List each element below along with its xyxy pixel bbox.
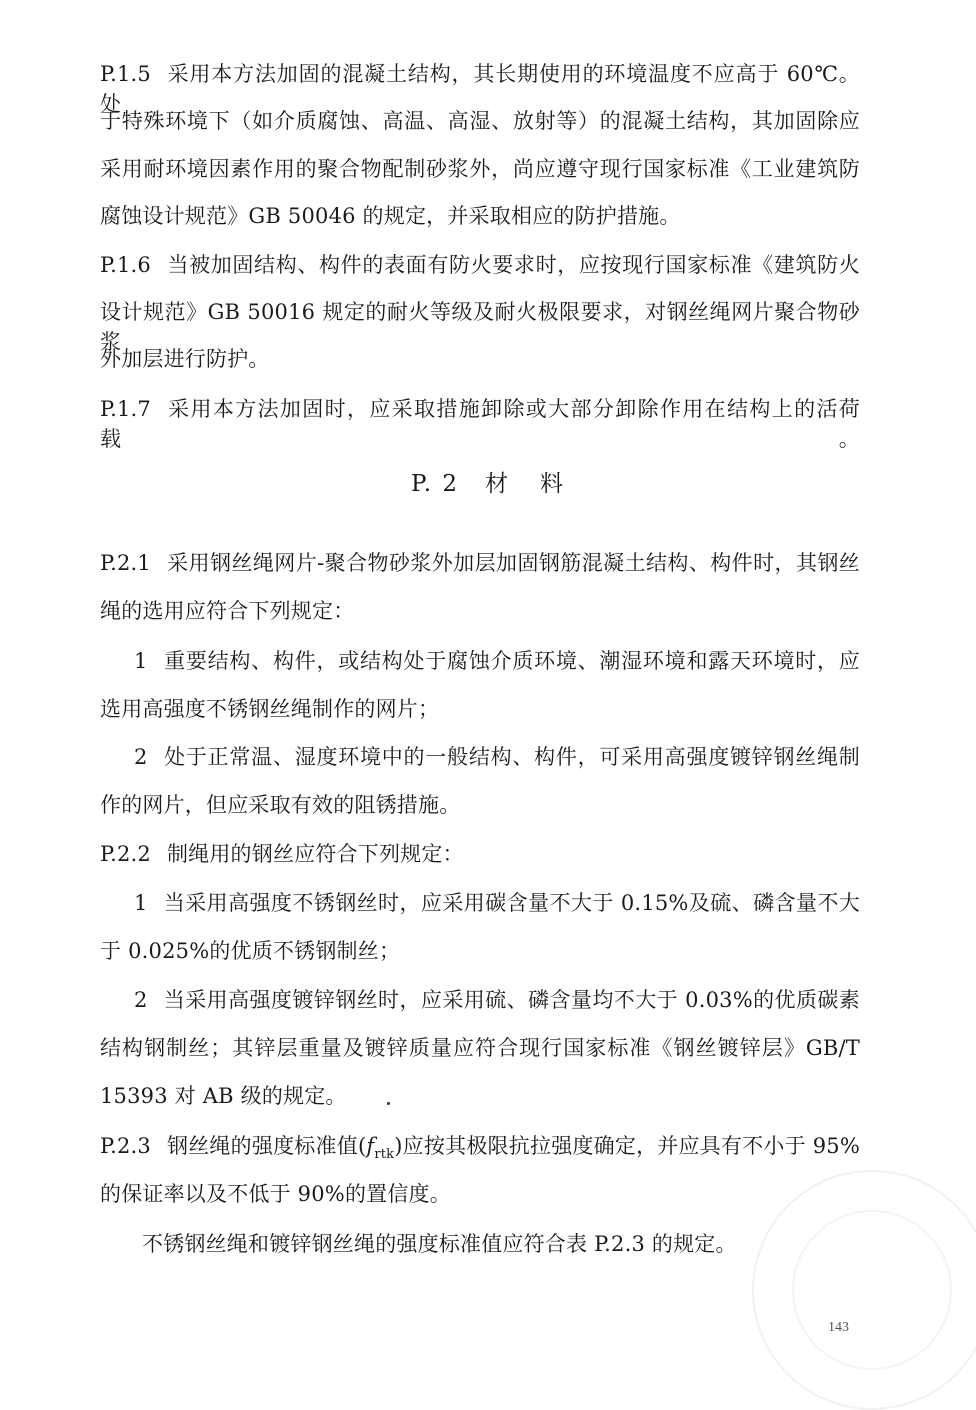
clause-number: P.2.3 bbox=[100, 1134, 151, 1158]
clause-number: P.1.7 bbox=[100, 397, 151, 421]
clause-text: 钢丝绳的强度标准值( bbox=[166, 1134, 367, 1158]
paragraph-line: 选用高强度不锈钢丝绳制作的网片； bbox=[100, 697, 440, 721]
clause-text: 采用钢丝绳网片-聚合物砂浆外加层加固钢筋混凝土结构、构件时，其钢丝 bbox=[166, 551, 860, 575]
item-number: 2 bbox=[134, 988, 148, 1012]
clause-p1-6-line1 bbox=[100, 250, 860, 280]
paragraph-line: 于特殊环境下（如介质腐蚀、高温、高湿、放射等）的混凝土结构，其加固除应 bbox=[100, 109, 860, 133]
clause-text: )应按其极限抗拉强度确定，并应具有不小于 95% bbox=[394, 1134, 860, 1158]
faint-seal-inner-ring bbox=[792, 1210, 952, 1370]
item-number: 2 bbox=[134, 745, 148, 769]
clause-text: 制绳用的钢丝应符合下列规定： bbox=[166, 842, 464, 866]
item-text: 当采用高强度不锈钢丝时，应采用碳含量不大于 0.15%及硫、磷含量不大 bbox=[163, 891, 860, 915]
item-text: 当采用高强度镀锌钢丝时，应采用硫、磷含量均不大于 0.03%的优质碳素 bbox=[163, 988, 860, 1012]
section-number: P. 2 bbox=[410, 471, 460, 497]
item-number: 1 bbox=[134, 649, 148, 673]
section-title-char: 材 bbox=[485, 471, 511, 497]
clause-number: P.2.1 bbox=[100, 551, 151, 575]
paragraph-line: 的保证率以及不低于 90%的置信度。 bbox=[100, 1182, 451, 1206]
clause-text: 采用本方法加固的混凝土结构，其长期使用的环境温度不应高于 60℃。处 bbox=[100, 62, 860, 116]
item-text: 重要结构、构件，或结构处于腐蚀介质环境、潮湿环境和露天环境时，应 bbox=[163, 649, 860, 673]
clause-number: P.1.6 bbox=[100, 253, 151, 277]
clause-p2-1-line1 bbox=[100, 548, 860, 578]
section-title-char: 料 bbox=[540, 471, 566, 497]
symbol-f: f bbox=[366, 1134, 375, 1158]
item-number: 1 bbox=[134, 891, 148, 915]
speck-mark bbox=[387, 1102, 390, 1105]
clause-number: P.1.5 bbox=[100, 62, 151, 86]
paragraph-line: 采用耐环境因素作用的聚合物配制砂浆外，尚应遵守现行国家标准《工业建筑防 bbox=[100, 157, 860, 181]
paragraph-line: 绳的选用应符合下列规定： bbox=[100, 599, 355, 623]
paragraph-line: 外加层进行防护。 bbox=[100, 347, 270, 371]
clause-text: 当被加固结构、构件的表面有防火要求时，应按现行国家标准《建筑防火 bbox=[166, 253, 860, 277]
symbol-subscript: rtk bbox=[374, 1147, 395, 1163]
clause-number: P.2.2 bbox=[100, 842, 151, 866]
item-text: 处于正常温、湿度环境中的一般结构、构件，可采用高强度镀锌钢丝绳制 bbox=[163, 745, 860, 769]
page-number: 143 bbox=[828, 1320, 849, 1335]
clause-p2-2-line1 bbox=[100, 839, 860, 869]
item-line bbox=[134, 742, 860, 772]
paragraph-line: 于 0.025%的优质不锈钢制丝； bbox=[100, 939, 401, 963]
item-line bbox=[134, 888, 860, 918]
paragraph-line: 腐蚀设计规范》GB 50046 的规定，并采取相应的防护措施。 bbox=[100, 204, 681, 228]
paragraph-line: 设计规范》GB 50016 规定的耐火等级及耐火极限要求，对钢丝绳网片聚合物砂浆 bbox=[100, 300, 860, 354]
item-line bbox=[134, 985, 860, 1015]
clause-text: 采用本方法加固时，应采取措施卸除或大部分卸除作用在结构上的活荷载。 bbox=[100, 397, 860, 451]
paragraph-line: 作的网片，但应采取有效的阻锈措施。 bbox=[100, 793, 461, 817]
paragraph-line: 结构钢制丝；其锌层重量及镀锌质量应符合现行国家标准《钢丝镀锌层》GB/T bbox=[100, 1036, 860, 1060]
paragraph-line: 15393 对 AB 级的规定。 bbox=[100, 1084, 347, 1108]
item-line bbox=[134, 646, 860, 676]
paragraph-line: 不锈钢丝绳和镀锌钢丝绳的强度标准值应符合表 P.2.3 的规定。 bbox=[142, 1232, 737, 1256]
clause-p2-3-line1 bbox=[100, 1131, 860, 1170]
clause-p1-7-line1 bbox=[100, 394, 860, 454]
section-heading bbox=[0, 468, 976, 500]
